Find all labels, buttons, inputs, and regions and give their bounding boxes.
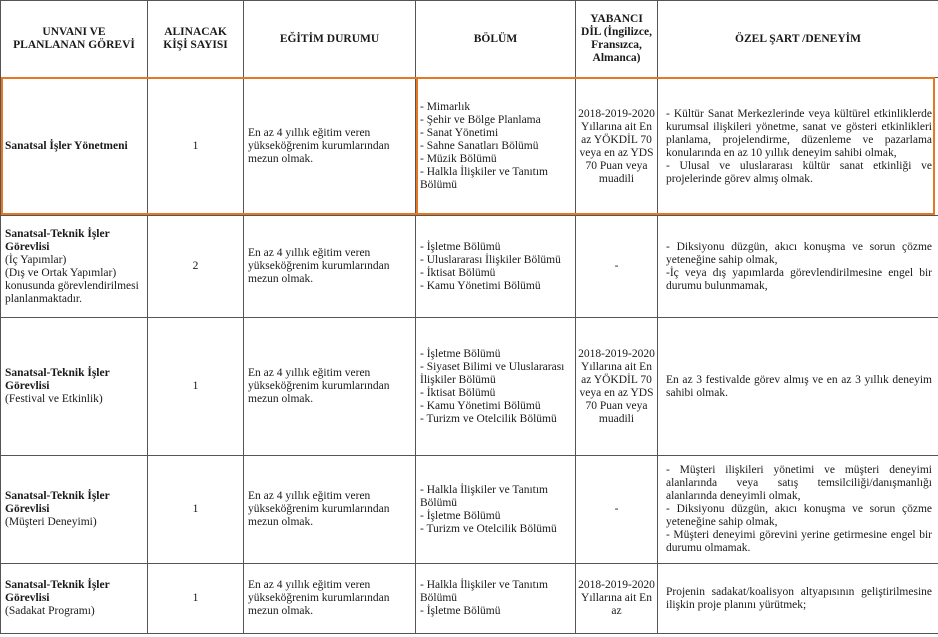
department-cell bbox=[416, 564, 576, 634]
department-item: - İktisat Bölümü bbox=[420, 386, 496, 399]
header-bolum: BÖLÜM bbox=[416, 1, 576, 78]
table-row bbox=[1, 564, 938, 634]
position-title: Sanatsal-Teknik İşler Görevlisi bbox=[5, 490, 110, 515]
department-item: - Mimarlık bbox=[420, 101, 471, 113]
language-cell: - bbox=[576, 216, 658, 318]
header-ozel: ÖZEL ŞART /DENEYİM bbox=[658, 1, 938, 78]
requirement-item: En az 3 festivalde görev almış ve en az 3 yıllık deneyim sahibi olmak. bbox=[666, 373, 932, 399]
requirement-item: - Diksiyonu düzgün, akıcı konuşma ve sorun çözme yeteneğine sahip olmak, bbox=[666, 240, 932, 266]
education-cell: En az 4 yıllık eğitim veren yükseköğrenim kurumlarından mezun olmak. bbox=[244, 564, 416, 634]
table-row bbox=[1, 216, 938, 318]
requirements-cell bbox=[658, 216, 938, 318]
table-row bbox=[1, 78, 938, 216]
header-unvan: UNVANI VE PLANLANAN GÖREVİ bbox=[1, 1, 148, 78]
requirements-cell bbox=[658, 78, 938, 216]
department-cell bbox=[416, 216, 576, 318]
language-cell: - bbox=[576, 456, 658, 564]
department-cell bbox=[416, 318, 576, 456]
position-subtitle: (Festival ve Etkinlik) bbox=[5, 393, 103, 405]
requirement-item: Projenin sadakat/koalisyon altyapısının geliştirilmesine ilişkin proje planını yürütmek; bbox=[666, 585, 932, 611]
table-row bbox=[1, 318, 938, 456]
department-item: - Kamu Yönetimi Bölümü bbox=[420, 399, 541, 412]
requirement-item: - Ulusal ve uluslararası kültür sanat etkinliği ve projelerinde görev almış olmak. bbox=[666, 159, 932, 185]
position-title: Sanatsal-Teknik İşler Görevlisi bbox=[5, 367, 110, 392]
requirements-cell bbox=[658, 456, 938, 564]
highlight-divider bbox=[416, 77, 418, 215]
department-item: - Sahne Sanatları Bölümü bbox=[420, 140, 539, 152]
position-subtitle: (Müşteri Deneyimi) bbox=[5, 516, 97, 528]
requirement-item: - Müşteri deneyimi görevini yerine getirmesine engel bir durumu olmamak. bbox=[666, 529, 932, 554]
header-alinacak: ALINACAK KİŞİ SAYISI bbox=[148, 1, 244, 78]
count-cell: 1 bbox=[148, 318, 244, 456]
department-item: - İşletme Bölümü bbox=[420, 605, 501, 617]
education-cell: En az 4 yıllık eğitim veren yükseköğrenim kurumlarından mezun olmak. bbox=[244, 78, 416, 216]
department-item: - Uluslararası İlişkiler Bölümü bbox=[420, 253, 561, 266]
header-row bbox=[1, 1, 938, 78]
department-item: - Kamu Yönetimi Bölümü bbox=[420, 279, 541, 292]
position-title: Sanatsal İşler Yönetmeni bbox=[5, 140, 128, 152]
language-cell: 2018-2019-2020 Yıllarına ait En az YÖKDİL 70 veya en az YDS 70 Puan veya muadili bbox=[576, 318, 658, 456]
table-row bbox=[1, 456, 938, 564]
education-cell: En az 4 yıllık eğitim veren yükseköğrenim kurumlarından mezun olmak. bbox=[244, 318, 416, 456]
department-item: - İktisat Bölümü bbox=[420, 266, 496, 279]
education-cell: En az 4 yıllık eğitim veren yükseköğrenim kurumlarından mezun olmak. bbox=[244, 216, 416, 318]
department-item: - Turizm ve Otelcilik Bölümü bbox=[420, 412, 557, 425]
count-cell: 2 bbox=[148, 216, 244, 318]
count-cell: 1 bbox=[148, 564, 244, 634]
position-cell bbox=[1, 216, 148, 318]
department-cell bbox=[416, 456, 576, 564]
position-cell bbox=[1, 78, 148, 216]
department-item: - Müzik Bölümü bbox=[420, 153, 497, 165]
position-cell bbox=[1, 456, 148, 564]
count-cell: 1 bbox=[148, 456, 244, 564]
department-item: - Şehir ve Bölge Planlama bbox=[420, 114, 541, 126]
position-cell bbox=[1, 564, 148, 634]
position-title: Sanatsal-Teknik İşler Görevlisi bbox=[5, 227, 110, 253]
department-item: - Halkla İlişkiler ve Tanıtım Bölümü bbox=[420, 579, 549, 604]
department-item: - İşletme Bölümü bbox=[420, 347, 501, 360]
department-item: - Halkla İlişkiler ve Tanıtım Bölümü bbox=[420, 483, 549, 509]
requirement-item: - Kültür Sanat Merkezlerinde veya kültürel etkinliklerde kurumsal ilişkileri yönetme, sanat ve gösteri etkinlikleri planlama, projelendirme, düzenleme ve pazarlama konularında en az 10 yıllık deneyim sahibi olmak, bbox=[666, 107, 932, 159]
education-cell: En az 4 yıllık eğitim veren yükseköğrenim kurumlarından mezun olmak. bbox=[244, 456, 416, 564]
requirement-item: -İç veya dış yapımlarda görevlendirilmesine engel bir durumu bulunmamak, bbox=[666, 266, 932, 292]
requirements-cell bbox=[658, 564, 938, 634]
department-cell bbox=[416, 78, 576, 216]
header-dil: YABANCI DİL (İngilizce, Fransızca, Almanca) bbox=[576, 1, 658, 78]
department-item: - İşletme Bölümü bbox=[420, 509, 501, 522]
department-item: - Siyaset Bilimi ve Uluslararası İlişkiler Bölümü bbox=[420, 360, 565, 386]
department-item: - Turizm ve Otelcilik Bölümü bbox=[420, 522, 557, 535]
requirement-item: - Diksiyonu düzgün, akıcı konuşma ve sorun çözme yeteneğine sahip olmak, bbox=[666, 503, 932, 528]
position-subtitle: (İç Yapımlar) bbox=[5, 253, 67, 266]
count-cell: 1 bbox=[148, 78, 244, 216]
header-egitim: EĞİTİM DURUMU bbox=[244, 1, 416, 78]
department-item: - İşletme Bölümü bbox=[420, 240, 501, 253]
department-item: - Sanat Yönetimi bbox=[420, 127, 499, 139]
position-note: (Dış ve Ortak Yapımlar) konusunda görevlendirilmesi planlanmaktadır. bbox=[5, 266, 139, 305]
position-cell bbox=[1, 318, 148, 456]
requirements-cell bbox=[658, 318, 938, 456]
department-item: - Halkla İlişkiler ve Tanıtım Bölümü bbox=[420, 166, 549, 191]
position-title: Sanatsal-Teknik İşler Görevlisi bbox=[5, 579, 110, 604]
requirement-item: - Müşteri ilişkileri yönetimi ve müşteri deneyimi alanlarında veya satış temsilciliği/danışmanlığı alanlarında deneyimli olmak, bbox=[666, 464, 932, 502]
position-subtitle: (Sadakat Programı) bbox=[5, 605, 95, 617]
language-cell: 2018-2019-2020 Yıllarına ait En az YÖKDİL 70 veya en az YDS 70 Puan veya muadili bbox=[576, 78, 658, 216]
language-cell: 2018-2019-2020 Yıllarına ait En az bbox=[576, 564, 658, 634]
